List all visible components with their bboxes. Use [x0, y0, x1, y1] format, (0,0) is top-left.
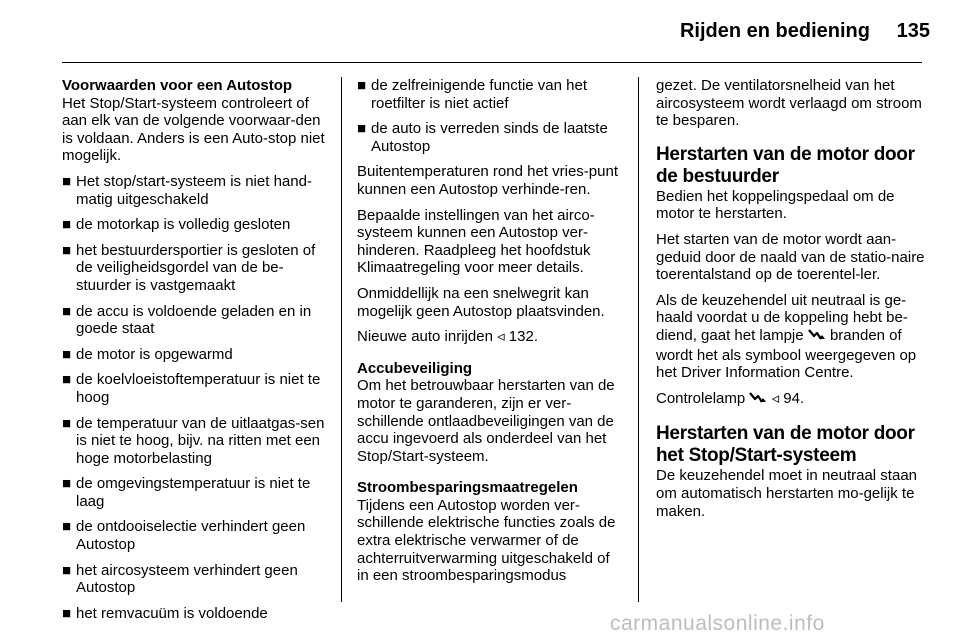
bullet-icon: ■: [62, 216, 72, 234]
section-heading: Accubeveiliging: [357, 359, 473, 377]
column-1: [62, 77, 328, 630]
column-divider: [341, 77, 342, 602]
condition-list: [357, 77, 623, 155]
paragraph-reference: Nieuwe auto inrijden ◃ 132.: [357, 328, 538, 346]
bullet-icon: ■: [62, 475, 72, 493]
bullet-icon: ■: [62, 604, 72, 622]
list-item: ■ de temperatuur van de uitlaatgas-sen is niet te hoog, bijv. na ritten met een hoge motorbelasting: [62, 414, 325, 467]
list-item: ■ de motorkap is volledig gesloten: [62, 216, 291, 234]
bullet-icon: ■: [62, 371, 72, 389]
column-3: [656, 77, 926, 528]
list-item: ■ de zelfreinigende functie van het roetfilter is niet actief: [357, 77, 587, 112]
paragraph: Het Stop/Start-systeem controleert of aan elk van de volgende voorwaar-den is voldaan. Anders is een Auto-stop niet mogelijk.: [62, 94, 325, 165]
paragraph: Bedien het koppelingspedaal om de motor te herstarten.: [656, 187, 895, 223]
header-rule: [62, 62, 922, 63]
paragraph: Bepaalde instellingen van het airco-systeem kunnen een Autostop ver-hinderen. Raadpleeg het hoofdstuk Klimaatregeling voor meer details.: [357, 206, 595, 277]
paragraph: gezet. De ventilatorsnelheid van het aircosysteem wordt verlaagd om stroom te besparen.: [656, 77, 922, 130]
autostop-lamp-icon: [749, 391, 767, 410]
paragraph: Het starten van de motor wordt aan-geduid door de naald van de statio-naire toerentalstand op de toerentel-ler.: [656, 230, 925, 284]
paragraph: Buitentemperaturen rond het vries-punt kunnen een Autostop verhinde-ren.: [357, 163, 618, 198]
list-item: ■ de omgevingstemperatuur is niet te laag: [62, 475, 311, 510]
page-header-title: Rijden en bediening: [679, 20, 870, 42]
list-item: ■ de auto is verreden sinds de laatste Autostop: [357, 120, 608, 155]
page-number: 135: [896, 20, 930, 42]
paragraph: De keuzehendel moet in neutraal staan om automatisch herstarten mo-gelijk te maken.: [656, 467, 918, 520]
section-heading-large: Herstarten van de motor door het Stop/Start-systeem: [656, 423, 915, 467]
reference-arrow-icon: ◃: [497, 328, 505, 346]
paragraph: Tijdens een Autostop worden ver-schillende elektrische functies zoals de extra elektrische verwarmer of de achterruitverwarming uitgeschakeld of in een stroombesparingsmodus: [357, 496, 616, 585]
list-item: ■ het remvacuüm is voldoende: [62, 604, 268, 622]
bullet-icon: ■: [62, 518, 72, 536]
condition-list: [62, 173, 328, 622]
paragraph: Als de keuzehendel uit neutraal is ge-haald voordat u de koppeling hebt be-diend, gaat het lampje branden of wordt het als symbool weergegeven op het Driver Information Centre.: [656, 291, 917, 382]
list-item: ■ de accu is voldoende geladen en in goede staat: [62, 302, 312, 338]
page-reference-link[interactable]: 132.: [508, 328, 538, 346]
reference-arrow-icon: ◃: [771, 389, 780, 407]
section-heading: Voorwaarden voor een Autostop: [62, 77, 293, 94]
list-item: ■ het aircosysteem verhindert geen Autostop: [62, 561, 298, 597]
bullet-icon: ■: [62, 561, 72, 579]
paragraph: Onmiddellijk na een snelwegrit kan mogelijk geen Autostop plaatsvinden.: [357, 284, 605, 320]
bullet-icon: ■: [357, 77, 367, 94]
autostop-lamp-icon: [808, 328, 826, 347]
list-item: ■ het bestuurdersportier is gesloten of de veiligheidsgordel van de be-stuurder is vastgemaakt: [62, 241, 316, 294]
page-reference-link[interactable]: 94.: [783, 389, 805, 407]
column-divider: [638, 77, 639, 602]
bullet-icon: ■: [357, 120, 367, 138]
bullet-icon: ■: [62, 414, 72, 432]
column-2: [357, 77, 623, 593]
list-item: ■ de ontdooiselectie verhindert geen Autostop: [62, 518, 306, 554]
list-item: ■ de motor is opgewarmd: [62, 345, 233, 363]
paragraph-reference: Controlelamp ◃ 94.: [656, 390, 926, 410]
bullet-icon: ■: [62, 172, 72, 190]
section-heading: Stroombesparingsmaatregelen: [357, 479, 578, 497]
bullet-icon: ■: [62, 241, 72, 259]
watermark: carmanualsonline.info: [610, 612, 825, 635]
paragraph: Om het betrouwbaar herstarten van de motor te garanderen, zijn er ver-schillende ontlaadbeveiligingen van de accu ingevoerd als onderdeel van het Stop/Start-systeem.: [357, 377, 615, 465]
bullet-icon: ■: [62, 345, 72, 363]
bullet-icon: ■: [62, 302, 72, 320]
list-item: ■ Het stop/start-systeem is niet hand-matig uitgeschakeld: [62, 172, 312, 208]
section-heading-large: Herstarten van de motor door de bestuurder: [656, 143, 915, 187]
list-item: ■ de koelvloeistoftemperatuur is niet te hoog: [62, 371, 321, 406]
